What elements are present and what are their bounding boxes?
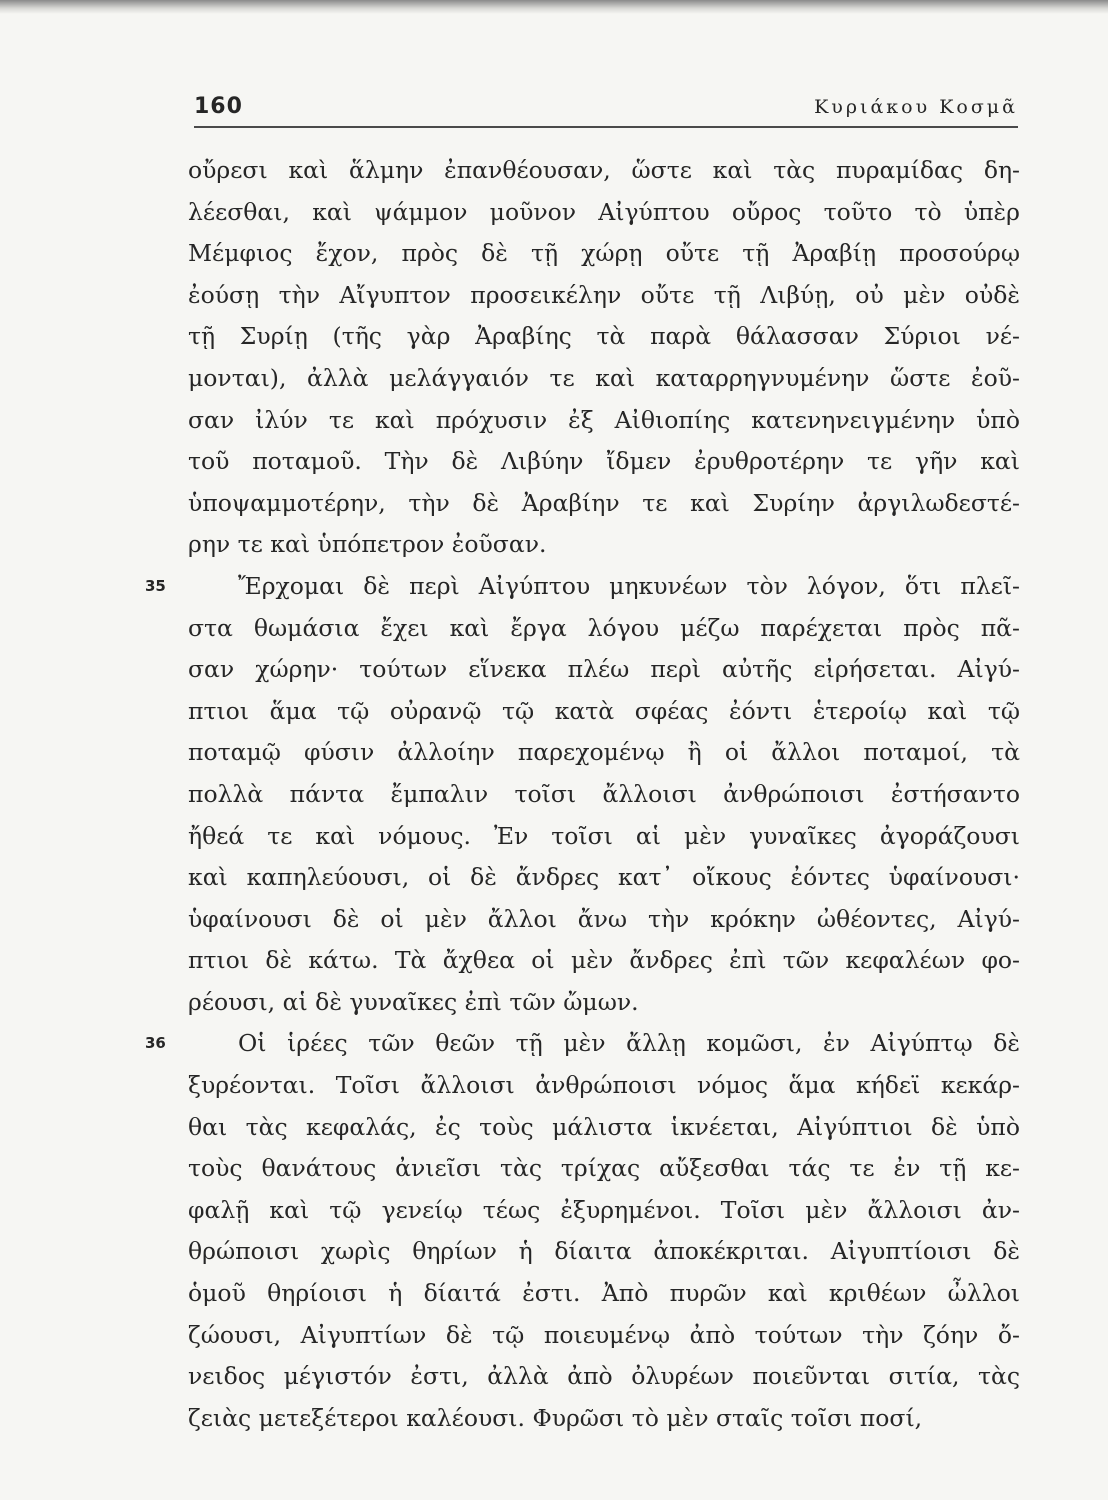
text-line <box>188 1190 1020 1232</box>
line-text: Οἱ ἱρέες τῶν θεῶν τῇ μὲν ἄλλῃ κομῶσι, ἐν Αἰγύπτῳ δὲ <box>238 1029 1020 1058</box>
text-line <box>188 441 1020 483</box>
line-text: τοῦ ποταμοῦ. Τὴν δὲ Λιβύην ἴδμεν ἐρυθροτέρην τε γῆν καὶ <box>188 447 1020 476</box>
text-line <box>188 400 1020 442</box>
text-line <box>188 1356 1020 1398</box>
text-line <box>145 566 1020 608</box>
text-line <box>188 483 1020 525</box>
line-text: τοὺς θανάτους ἀνιεῖσι τὰς τρίχας αὔξεσθαι τάς τε ἐν τῇ κε- <box>188 1154 1020 1183</box>
paragraph <box>145 1023 1020 1439</box>
line-text: σαν ἰλύν τε καὶ πρόχυσιν ἐξ Αἰθιοπίης κατενηνειγμένην ὑπὸ <box>188 405 1020 434</box>
text-line <box>188 608 1020 650</box>
line-text: οὔρεσι καὶ ἅλμην ἐπανθέουσαν, ὥστε καὶ τὰς πυραμίδας δη- <box>188 156 1020 184</box>
text-line <box>188 150 1020 192</box>
line-text: ὁμοῦ θηρίοισι ἡ δίαιτά ἐστι. Ἀπὸ πυρῶν καὶ κριθέων ὦλλοι <box>188 1279 1020 1308</box>
line-text: Ἔρχομαι δὲ περὶ Αἰγύπτου μηκυνέων τὸν λόγον, ὅτι πλεῖ- <box>238 571 1020 600</box>
line-text: πτιοι ἅμα τῷ οὐρανῷ τῷ κατὰ σφέας ἐόντι ἑτεροίῳ καὶ τῷ <box>188 696 1020 725</box>
text-line <box>188 1148 1020 1190</box>
line-text: μονται), ἀλλὰ μελάγγαιόν τε καὶ καταρρηγνυμένην ὥστε ἐοῦ- <box>188 363 1020 392</box>
text-line <box>188 732 1020 774</box>
running-title: Κυριάκου Κοσμᾶ <box>814 96 1018 118</box>
text-line <box>188 524 1020 566</box>
text-line <box>188 275 1020 317</box>
text-line <box>188 774 1020 816</box>
line-text: ἤθεά τε καὶ νόμους. Ἐν τοῖσι αἱ μὲν γυναῖκες ἀγοράζουσι <box>188 821 1020 850</box>
line-text: τῇ Συρίῃ (τῆς γὰρ Ἀραβίης τὰ παρὰ θάλασσαν Σύριοι νέ- <box>188 322 1020 351</box>
text-line <box>188 649 1020 691</box>
line-text: ποταμῷ φύσιν ἀλλοίην παρεχομένῳ ἢ οἱ ἄλλοι ποταμοί, τὰ <box>188 738 1020 767</box>
line-text: ὑποψαμμοτέρην, τὴν δὲ Ἀραβίην τε καὶ Συρίην ἀργιλωδεστέ- <box>188 488 1020 517</box>
line-text: ρέουσι, αἱ δὲ γυναῖκες ἐπὶ τῶν ὤμων. <box>188 987 639 1016</box>
line-text: νειδος μέγιστόν ἐστι, ἀλλὰ ἀπὸ ὀλυρέων ποιεῦνται σιτία, τὰς <box>188 1362 1020 1391</box>
line-text: Μέμφιος ἔχον, πρὸς δὲ τῇ χώρῃ οὔτε τῇ Ἀραβίῃ προσούρῳ <box>188 239 1020 268</box>
line-text: πτιοι δὲ κάτω. Τὰ ἄχθεα οἱ μὲν ἄνδρες ἐπὶ τῶν κεφαλέων φο- <box>188 946 1020 975</box>
line-text: σαν χώρην· τούτων εἵνεκα πλέω περὶ αὐτῆς εἰρήσεται. Αἰγύ- <box>188 655 1020 684</box>
text-line <box>188 1273 1020 1315</box>
line-text: ἐούσῃ τὴν Αἴγυπτον προσεικέλην οὔτε τῇ Λιβύῃ, οὐ μὲν οὐδὲ <box>188 280 1020 309</box>
paragraph <box>145 566 1020 1024</box>
text-line <box>188 192 1020 234</box>
line-text: στα θωμάσια ἔχει καὶ ἔργα λόγου μέζω παρέχεται πρὸς πᾶ- <box>188 613 1020 642</box>
line-text: πολλὰ πάντα ἔμπαλιν τοῖσι ἄλλοισι ἀνθρώποισι ἐστήσαντο <box>188 779 1020 808</box>
text-line <box>188 1065 1020 1107</box>
text-line <box>188 358 1020 400</box>
line-text: καὶ καπηλεύουσι, οἱ δὲ ἄνδρες κατ᾽ οἴκους ἐόντες ὑφαίνουσι· <box>188 863 1020 892</box>
paragraph <box>188 150 1020 566</box>
text-line <box>188 233 1020 275</box>
body-text <box>145 150 1020 1439</box>
line-text: λέεσθαι, καὶ ψάμμον μοῦνον Αἰγύπτου οὔρος τοῦτο τὸ ὑπὲρ <box>188 197 1020 226</box>
line-text: ζώουσι, Αἰγυπτίων δὲ τῷ ποιευμένῳ ἀπὸ τούτων τὴν ζόην ὄ- <box>188 1320 1020 1349</box>
text-line <box>188 899 1020 941</box>
line-text: ξυρέονται. Τοῖσι ἄλλοισι ἀνθρώποισι νόμος ἅμα κήδεϊ κεκάρ- <box>188 1071 1020 1100</box>
scan-top-edge <box>0 0 1108 14</box>
text-line <box>188 982 1020 1024</box>
line-text: ρην τε καὶ ὑπόπετρον ἐοῦσαν. <box>188 530 547 559</box>
text-line <box>188 1398 1020 1440</box>
text-line <box>188 857 1020 899</box>
text-line <box>188 691 1020 733</box>
text-line <box>188 1231 1020 1273</box>
line-text: θαι τὰς κεφαλάς, ἐς τοὺς μάλιστα ἱκνέεται, Αἰγύπτιοι δὲ ὑπὸ <box>188 1112 1020 1141</box>
line-text: θρώποισι χωρὶς θηρίων ἡ δίαιτα ἀποκέκριται. Αἰγυπτίοισι δὲ <box>188 1237 1020 1266</box>
text-line <box>188 1107 1020 1149</box>
text-line <box>188 940 1020 982</box>
page-number: 160 <box>194 94 243 119</box>
page-header <box>194 90 1018 128</box>
section-number: 35 <box>145 576 166 595</box>
text-line <box>188 316 1020 358</box>
text-line <box>188 816 1020 858</box>
text-line <box>188 1315 1020 1357</box>
text-line <box>145 1023 1020 1065</box>
line-text: ζειὰς μετεξέτεροι καλέουσι. Φυρῶσι τὸ μὲν σταῖς τοῖσι ποσί, <box>188 1403 923 1432</box>
line-text: φαλῇ καὶ τῷ γενείῳ τέως ἐξυρημένοι. Τοῖσι μὲν ἄλλοισι ἀν- <box>188 1195 1020 1224</box>
section-number: 36 <box>145 1034 166 1053</box>
line-text: ὑφαίνουσι δὲ οἱ μὲν ἄλλοι ἄνω τὴν κρόκην ὠθέοντες, Αἰγύ- <box>188 904 1020 933</box>
